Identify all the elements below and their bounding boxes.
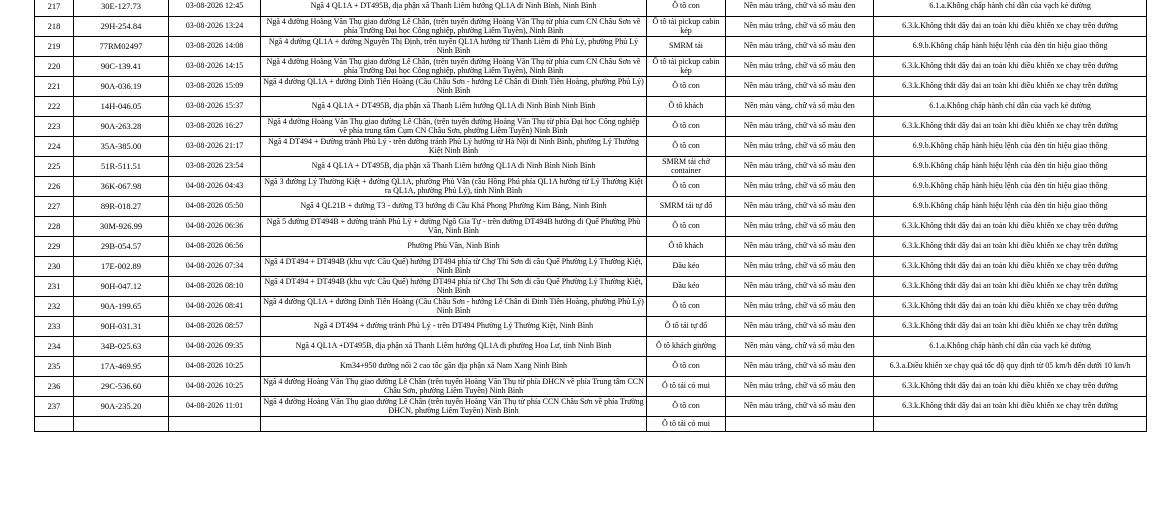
violation-description: 6.1.a.Không chấp hành chỉ dẫn của vạch kẻ đường — [874, 97, 1147, 117]
violation-description: 6.9.b.Không chấp hành hiệu lệnh của đèn tín hiệu giao thông — [874, 37, 1147, 57]
row-number: 235 — [35, 357, 74, 377]
location: Ngã 4 DT494 + DT494B (khu vực Cầu Quế) hướng DT494 phía từ Chợ Thi Sơn đi cầu Quế Phường Lý Thường Kiệt, Ninh Bình — [261, 257, 647, 277]
plate-color: Nền màu trắng, chữ và số màu đen — [726, 217, 874, 237]
violation-description: 6.3.k.Không thắt dây đai an toàn khi điều khiển xe chạy trên đường — [874, 297, 1147, 317]
plate-number: 36K-067.98 — [74, 177, 169, 197]
violation-time: 04-08-2026 09:35 — [169, 337, 261, 357]
plate-color: Nền màu trắng, chữ và số màu đen — [726, 317, 874, 337]
violation-time: 03-08-2026 21:17 — [169, 137, 261, 157]
row-number: 221 — [35, 77, 74, 97]
violation-time: 04-08-2026 08:57 — [169, 317, 261, 337]
row-number: 231 — [35, 277, 74, 297]
row-number: 218 — [35, 17, 74, 37]
vehicle-type: Ô tô con — [647, 357, 726, 377]
table-row — [35, 337, 1147, 357]
violation-description: 6.3.k.Không thắt dây đai an toàn khi điều khiển xe chạy trên đường — [874, 57, 1147, 77]
row-number: 233 — [35, 317, 74, 337]
row-number: 228 — [35, 217, 74, 237]
location: Ngã 5 đường DT494B + đường tránh Phủ Lý + đường Ngô Gia Tự - trên đường DT494B hướng đi Quế Phường Phù Vân, Ninh Bình — [261, 217, 647, 237]
table-row — [35, 0, 1147, 17]
table-row — [35, 57, 1147, 77]
row-number: 222 — [35, 97, 74, 117]
table-body — [35, 0, 1147, 432]
row-number: 225 — [35, 157, 74, 177]
empty-cell — [874, 417, 1147, 432]
violation-description: 6.3.k.Không thắt dây đai an toàn khi điều khiển xe chạy trên đường — [874, 257, 1147, 277]
left-margin — [0, 0, 34, 507]
plate-color: Nền màu trắng, chữ và số màu đen — [726, 297, 874, 317]
table-row — [35, 77, 1147, 97]
row-number: 217 — [35, 0, 74, 17]
vehicle-type: Đầu kéo — [647, 277, 726, 297]
violation-time: 03-08-2026 14:08 — [169, 37, 261, 57]
vehicle-type: Ô tô con — [647, 0, 726, 17]
table-row-partial — [35, 417, 1147, 432]
row-number: 224 — [35, 137, 74, 157]
location: Ngã 4 QL1A + DT495B, địa phận xã Thanh Liêm hướng QL1A đi Ninh Bình, Ninh Bình — [261, 0, 647, 17]
violation-time: 04-08-2026 10:25 — [169, 377, 261, 397]
violation-time: 04-08-2026 11:01 — [169, 397, 261, 417]
row-number: 219 — [35, 37, 74, 57]
vehicle-type: Ô tô con — [647, 77, 726, 97]
plate-number: 29H-254.84 — [74, 17, 169, 37]
location: Ngã 4 QL1A + DT495B, địa phận xã Thanh Liêm hướng QL1A đi Ninh Bình Ninh Bình — [261, 97, 647, 117]
violation-time: 03-08-2026 15:09 — [169, 77, 261, 97]
plate-number: 29C-536.60 — [74, 377, 169, 397]
location: Ngã 4 đường QL1A + đường Nguyễn Thị Định, trên tuyến QL1A hướng từ Thanh Liêm đi Phủ Lý, phường Phủ Lý Ninh Bình — [261, 37, 647, 57]
vehicle-type: SMRM tải — [647, 37, 726, 57]
location: Ngã 4 đường Hoàng Văn Thụ giao đường Lê Chân, (trên tuyến đường Hoàng Văn Thụ từ phía Đại học Công nghiệp về phía trung tâm Cụm CN Châu Sơn, phường Liêm Tuyền) Ninh Bình — [261, 117, 647, 137]
plate-number: 90C-139.41 — [74, 57, 169, 77]
empty-cell — [261, 417, 647, 432]
location: Ngã 4 DT494 + Đường tránh Phủ Lý - trên đường tránh Phủ Lý hướng từ Hà Nội đi Ninh Bình, phường Lý Thường Kiệt Ninh Bình — [261, 137, 647, 157]
violation-time: 04-08-2026 06:36 — [169, 217, 261, 237]
plate-number: 17E-002.89 — [74, 257, 169, 277]
vehicle-type: Ô tô con — [647, 217, 726, 237]
plate-number: 51R-511.51 — [74, 157, 169, 177]
plate-number: 34B-025.63 — [74, 337, 169, 357]
vehicle-type: SMRM tải chở container — [647, 157, 726, 177]
vehicle-type: Ô tô con — [647, 297, 726, 317]
violation-description: 6.3.k.Không thắt dây đai an toàn khi điều khiển xe chạy trên đường — [874, 77, 1147, 97]
vehicle-type: Ô tô khách — [647, 237, 726, 257]
violation-description: 6.9.b.Không chấp hành hiệu lệnh của đèn tín hiệu giao thông — [874, 137, 1147, 157]
row-number: 232 — [35, 297, 74, 317]
table-row — [35, 157, 1147, 177]
plate-color: Nền màu trắng, chữ và số màu đen — [726, 197, 874, 217]
plate-number: 35A-385.00 — [74, 137, 169, 157]
table-row — [35, 377, 1147, 397]
violation-time: 03-08-2026 14:15 — [169, 57, 261, 77]
plate-color: Nền màu trắng, chữ và số màu đen — [726, 77, 874, 97]
plate-number: 30E-127.73 — [74, 0, 169, 17]
violation-time: 04-08-2026 08:41 — [169, 297, 261, 317]
vehicle-type: Ô tô con — [647, 117, 726, 137]
violation-description: 6.3.k.Không thắt dây đai an toàn khi điều khiển xe chạy trên đường — [874, 317, 1147, 337]
location: Ngã 4 đường Hoàng Văn Thụ giao đường Lê Chân, (trên tuyến đường Hoàng Văn Thụ từ phía cum CN Châu Sơn về phía Trường Đại học Công nghiệp, phường Liêm Tuyền), Ninh Bình — [261, 57, 647, 77]
violation-description: 6.1.a.Không chấp hành chỉ dẫn của vạch kẻ đường — [874, 337, 1147, 357]
table-row — [35, 177, 1147, 197]
table-row — [35, 317, 1147, 337]
violation-time: 04-08-2026 06:56 — [169, 237, 261, 257]
table-row — [35, 97, 1147, 117]
empty-cell — [726, 417, 874, 432]
location: Ngã 4 đường Hoàng Văn Thụ giao đường Lê Chân, (trên tuyến đường Hoàng Văn Thụ từ phía cum CN Châu Sơn về phía Trường Đại học Công nghiệp, phường Liêm Tuyền), Ninh Bình — [261, 17, 647, 37]
violation-time: 04-08-2026 05:50 — [169, 197, 261, 217]
table-row — [35, 277, 1147, 297]
violation-table — [34, 0, 1147, 432]
plate-number: 14H-046.05 — [74, 97, 169, 117]
vehicle-type: Ô tô con — [647, 137, 726, 157]
empty-cell — [74, 417, 169, 432]
plate-number: 77RM02497 — [74, 37, 169, 57]
plate-color: Nền màu trắng, chữ và số màu đen — [726, 277, 874, 297]
location: Ngã 4 QL1A +DT495B, địa phận xã Thanh Liêm hướng QL1A đi phường Hoa Lư, tỉnh Ninh Bình — [261, 337, 647, 357]
plate-number: 90H-031.31 — [74, 317, 169, 337]
violation-time: 03-08-2026 23:54 — [169, 157, 261, 177]
plate-color: Nền màu trắng, chữ và số màu đen — [726, 257, 874, 277]
violation-description: 6.3.k.Không thắt dây đai an toàn khi điều khiển xe chạy trên đường — [874, 217, 1147, 237]
violation-description: 6.3.k.Không thắt dây đai an toàn khi điều khiển xe chạy trên đường — [874, 17, 1147, 37]
plate-number: 30M-926.99 — [74, 217, 169, 237]
table-row — [35, 117, 1147, 137]
vehicle-type: Ô tô con — [647, 397, 726, 417]
violation-description: 6.1.a.Không chấp hành chỉ dẫn của vạch kẻ đường — [874, 0, 1147, 17]
row-number: 236 — [35, 377, 74, 397]
violation-description: 6.3.k.Không thắt dây đai an toàn khi điều khiển xe chạy trên đường — [874, 397, 1147, 417]
plate-number: 90A-199.65 — [74, 297, 169, 317]
plate-number: 29B-054.57 — [74, 237, 169, 257]
vehicle-type: Ô tô tải có mui — [647, 377, 726, 397]
location: Ngã 4 DT494 + DT494B (khu vực Cầu Quế) hướng DT494 phía từ Chợ Thi Sơn đi cầu Quế Phường Lý Thường Kiệt, Ninh Bình — [261, 277, 647, 297]
violation-time: 03-08-2026 16:27 — [169, 117, 261, 137]
location: Ngã 4 QL21B + đường T3 - đường T3 hướng đi Cầu Khả Phong Phường Kim Bảng, Ninh Bình — [261, 197, 647, 217]
violation-time: 04-08-2026 08:10 — [169, 277, 261, 297]
row-number: 223 — [35, 117, 74, 137]
vehicle-type: Ô tô khách — [647, 97, 726, 117]
plate-color: Nền màu trắng, chữ và số màu đen — [726, 177, 874, 197]
table-row — [35, 17, 1147, 37]
plate-color: Nền màu trắng, chữ và số màu đen — [726, 117, 874, 137]
row-number: 234 — [35, 337, 74, 357]
violation-description: 6.3.k.Không thắt dây đai an toàn khi điều khiển xe chạy trên đường — [874, 117, 1147, 137]
vehicle-type: Ô tô khách giường — [647, 337, 726, 357]
table-row — [35, 357, 1147, 377]
plate-number: 90A-263.28 — [74, 117, 169, 137]
row-number: 220 — [35, 57, 74, 77]
vehicle-type: Ô tô tải tự đổ — [647, 317, 726, 337]
table-row — [35, 137, 1147, 157]
table-row — [35, 397, 1147, 417]
plate-color: Nền màu trắng, chữ và số màu đen — [726, 377, 874, 397]
plate-color: Nền màu trắng, chữ và số màu đen — [726, 57, 874, 77]
violation-description: 6.9.b.Không chấp hành hiệu lệnh của đèn tín hiệu giao thông — [874, 177, 1147, 197]
vehicle-type: Ô tô con — [647, 177, 726, 197]
table-row — [35, 217, 1147, 237]
plate-number: 90H-047.12 — [74, 277, 169, 297]
plate-number: 90A-235.20 — [74, 397, 169, 417]
table-row — [35, 197, 1147, 217]
plate-color: Nền màu trắng, chữ và số màu đen — [726, 0, 874, 17]
table-row — [35, 257, 1147, 277]
plate-number: 90A-036.19 — [74, 77, 169, 97]
plate-color: Nền màu trắng, chữ và số màu đen — [726, 397, 874, 417]
plate-color: Nền màu trắng, chữ và số màu đen — [726, 37, 874, 57]
violation-description: 6.3.k.Không thắt dây đai an toàn khi điều khiển xe chạy trên đường — [874, 237, 1147, 257]
row-number: 226 — [35, 177, 74, 197]
plate-color: Nền màu vàng, chữ và số màu đen — [726, 97, 874, 117]
location: Ngã 3 đường Lý Thường Kiệt + đường QL1A, phường Phù Vân (cầu Hồng Phú phía QL1A hướng từ Lý Thường Kiệt ra QL1A, phường Phủ Lý), tỉnh Ninh Bình — [261, 177, 647, 197]
violation-time: 03-08-2026 15:37 — [169, 97, 261, 117]
location: Ngã 4 đường Hoàng Văn Thụ giao đường Lê Chân (trên tuyến Hoàng Văn Thụ từ phía CCN Châu Sơn về phía Trường ĐHCN, phường Liêm Tuyền) Ninh Bình — [261, 397, 647, 417]
location: Km34+950 đường nối 2 cao tốc gần địa phận xã Nam Xang Ninh Bình — [261, 357, 647, 377]
violation-description: 6.9.b.Không chấp hành hiệu lệnh của đèn tín hiệu giao thông — [874, 197, 1147, 217]
empty-cell — [169, 417, 261, 432]
violation-description: 6.3.a.Điều khiển xe chạy quá tốc độ quy định từ 05 km/h đến dưới 10 km/h — [874, 357, 1147, 377]
plate-color: Nền màu trắng, chữ và số màu đen — [726, 237, 874, 257]
violation-description: 6.3.k.Không thắt dây đai an toàn khi điều khiển xe chạy trên đường — [874, 377, 1147, 397]
vehicle-type: Ô tô tải pickup cabin kép — [647, 17, 726, 37]
plate-color: Nền màu trắng, chữ và số màu đen — [726, 357, 874, 377]
plate-color: Nền màu vàng, chữ và số màu đen — [726, 337, 874, 357]
violation-description: 6.9.b.Không chấp hành hiệu lệnh của đèn tín hiệu giao thông — [874, 157, 1147, 177]
location: Ngã 4 QL1A + DT495B, địa phận xã Thanh Liêm hướng QL1A đi Ninh Bình Ninh Bình — [261, 157, 647, 177]
violation-time: 04-08-2026 10:25 — [169, 357, 261, 377]
vehicle-type: Ô tô tải có mui — [647, 417, 726, 432]
vehicle-type: Đầu kéo — [647, 257, 726, 277]
location: Ngã 4 đường Hoàng Văn Thụ giao đường Lê Chân (trên tuyến Hoàng Văn Thụ từ phía ĐHCN về phía Trung tâm CCN Châu Sơn, phường Liêm Tuyền) Ninh Bình — [261, 377, 647, 397]
table-row — [35, 297, 1147, 317]
row-number: 229 — [35, 237, 74, 257]
vehicle-type: SMRM tải tự đổ — [647, 197, 726, 217]
empty-cell — [35, 417, 74, 432]
violation-time: 03-08-2026 12:45 — [169, 0, 261, 17]
table-row — [35, 237, 1147, 257]
row-number: 227 — [35, 197, 74, 217]
plate-color: Nền màu trắng, chữ và số màu đen — [726, 17, 874, 37]
plate-number: 17A-469.95 — [74, 357, 169, 377]
violation-time: 03-08-2026 13:24 — [169, 17, 261, 37]
plate-color: Nền màu trắng, chữ và số màu đen — [726, 157, 874, 177]
table-row — [35, 37, 1147, 57]
plate-number: 89R-018.27 — [74, 197, 169, 217]
violation-time: 04-08-2026 04:43 — [169, 177, 261, 197]
location: Ngã 4 DT494 + đường tránh Phủ Lý - trên DT494 Phường Lý Thường Kiệt, Ninh Bình — [261, 317, 647, 337]
vehicle-type: Ô tô tải pickup cabin kép — [647, 57, 726, 77]
location: Ngã 4 đường QL1A + đường Đinh Tiên Hoàng (Cầu Châu Sơn - hướng Lê Chân đi Đinh Tiên Hoàng, phường Phủ Lý) Ninh Bình — [261, 297, 647, 317]
row-number: 237 — [35, 397, 74, 417]
location: Phường Phù Vân, Ninh Bình — [261, 237, 647, 257]
violation-description: 6.3.k.Không thắt dây đai an toàn khi điều khiển xe chạy trên đường — [874, 277, 1147, 297]
plate-color: Nền màu trắng, chữ và số màu đen — [726, 137, 874, 157]
location: Ngã 4 đường QL1A + đường Đinh Tiên Hoàng (Cầu Châu Sơn - hướng Lê Chân đi Đinh Tiên Hoàng, phường Phủ Lý) Ninh Bình — [261, 77, 647, 97]
violation-time: 04-08-2026 07:34 — [169, 257, 261, 277]
row-number: 230 — [35, 257, 74, 277]
